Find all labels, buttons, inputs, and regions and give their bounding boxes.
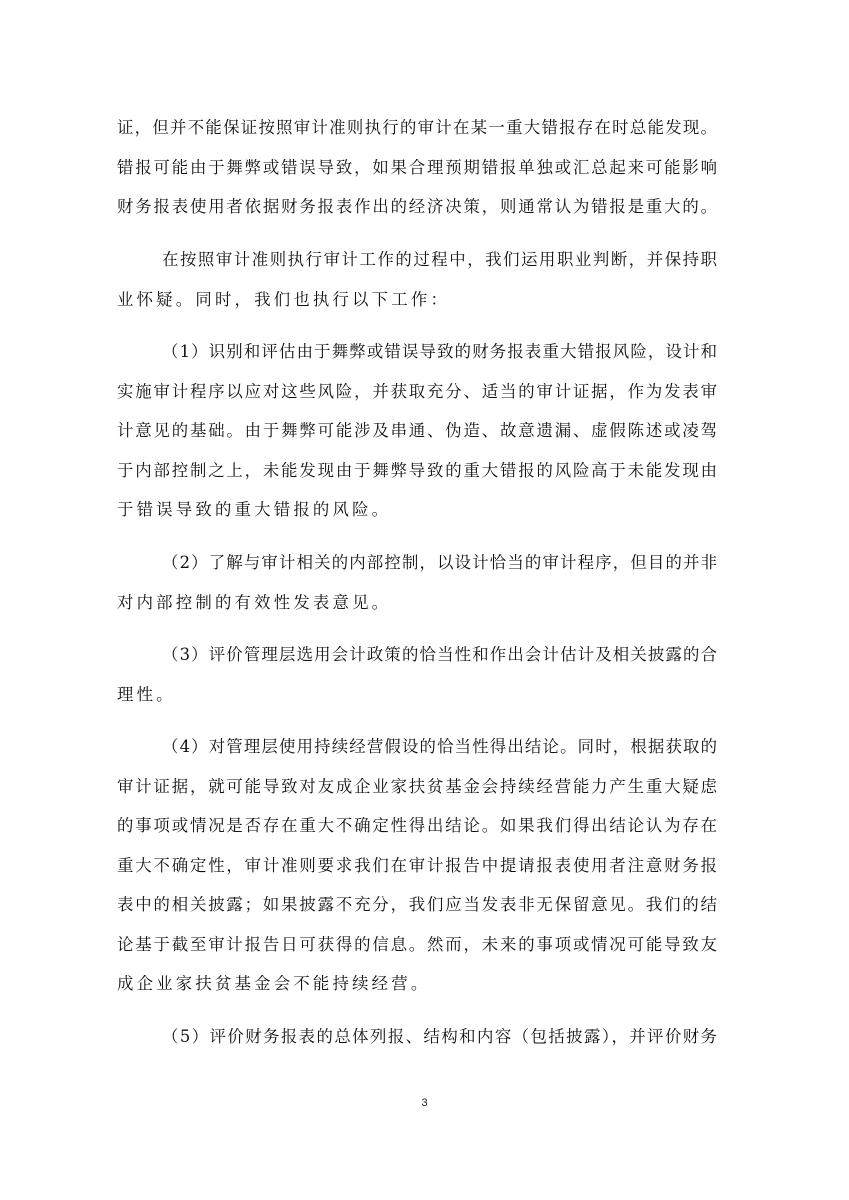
paragraph-line: 在按照审计准则执行审计工作的过程中，我们运用职业判断，并保持职 bbox=[162, 250, 717, 269]
paragraph-line: 计意见的基础。由于舞弊可能涉及串通、伪造、故意遗漏、虚假陈述或凌驾 bbox=[117, 421, 717, 440]
paragraph-line: 错报可能由于舞弊或错误导致，如果合理预期错报单独或汇总起来可能影响 bbox=[117, 158, 717, 177]
paragraph-line: 成企业家扶贫基金会不能持续经营。 bbox=[117, 974, 431, 993]
paragraph-line: 业怀疑。同时，我们也执行以下工作： bbox=[117, 290, 451, 309]
paragraph-line: 于内部控制之上，未能发现由于舞弊导致的重大错报的风险高于未能发现由 bbox=[117, 461, 717, 480]
paragraph-line: 于错误导致的重大错报的风险。 bbox=[117, 500, 392, 519]
paragraph-line: （1）识别和评估由于舞弊或错误导致的财务报表重大错报风险，设计和 bbox=[162, 342, 717, 361]
paragraph-line: （5）评价财务报表的总体列报、结构和内容（包括披露），并评价财务 bbox=[162, 1027, 717, 1046]
paragraph-line: （2）了解与审计相关的内部控制，以设计恰当的审计程序，但目的并非 bbox=[162, 553, 717, 572]
paragraph-line: 表中的相关披露；如果披露不充分，我们应当发表非无保留意见。我们的结 bbox=[117, 895, 717, 914]
paragraph-line: 对内部控制的有效性发表意见。 bbox=[117, 593, 392, 612]
paragraph-line: 审计证据，就可能导致对友成企业家扶贫基金会持续经营能力产生重大疑虑 bbox=[117, 777, 717, 796]
paragraph-line: 的事项或情况是否存在重大不确定性得出结论。如果我们得出结论认为存在 bbox=[117, 816, 717, 835]
paragraph-line: 财务报表使用者依据财务报表作出的经济决策，则通常认为错报是重大的。 bbox=[117, 197, 717, 216]
page-number: 3 bbox=[421, 1097, 428, 1109]
paragraph-line: （4）对管理层使用持续经营假设的恰当性得出结论。同时，根据获取的 bbox=[162, 737, 717, 756]
paragraph-line: 理性。 bbox=[117, 685, 176, 704]
paragraph-line: （3）评价管理层选用会计政策的恰当性和作出会计估计及相关披露的合 bbox=[162, 645, 717, 664]
paragraph-line: 论基于截至审计报告日可获得的信息。然而，未来的事项或情况可能导致友 bbox=[117, 935, 717, 954]
paragraph-line: 重大不确定性，审计准则要求我们在审计报告中提请报表使用者注意财务报 bbox=[117, 856, 717, 875]
paragraph-line: 证，但并不能保证按照审计准则执行的审计在某一重大错报存在时总能发现。 bbox=[117, 118, 717, 137]
paragraph-line: 实施审计程序以应对这些风险，并获取充分、适当的审计证据，作为发表审 bbox=[117, 382, 717, 401]
